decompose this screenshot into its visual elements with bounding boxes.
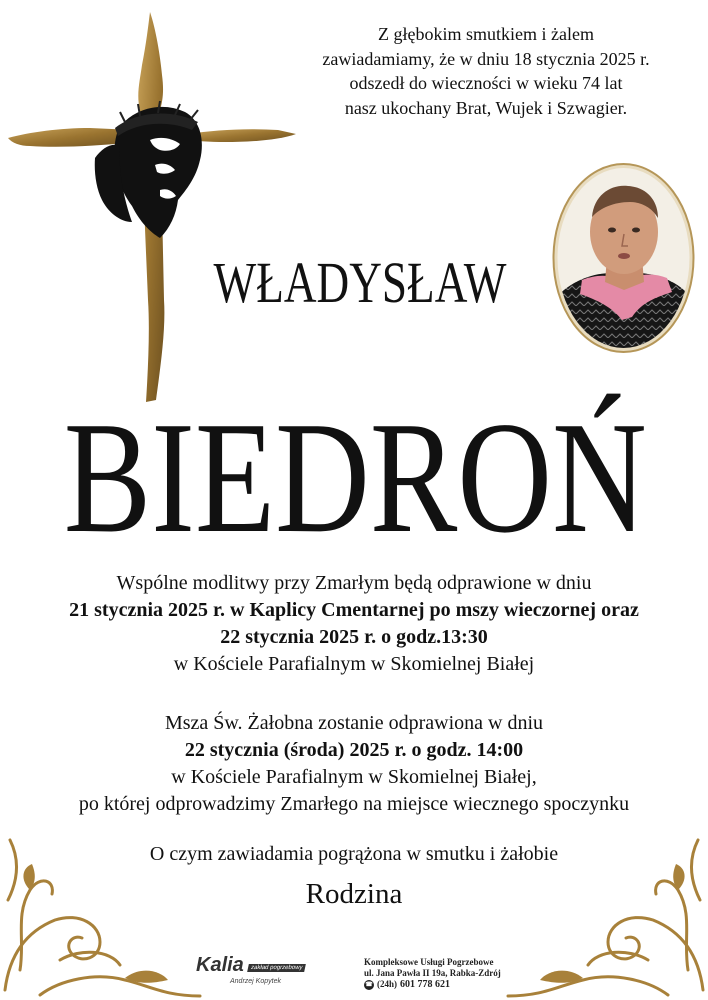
- phone-prefix: (24h): [377, 979, 397, 989]
- family-signature: Rodzina: [305, 878, 403, 910]
- phone-number: 601 778 621: [400, 979, 450, 990]
- intro-line: odszedł do wieczności w wieku 74 lat: [349, 73, 623, 93]
- logo-owner: Andrzej Kopytek: [230, 978, 281, 985]
- company-info: [364, 957, 564, 990]
- mass-line: Msza Św. Żałobna zostanie odprawiona w dniu: [164, 712, 544, 734]
- company-line: Kompleksowe Usługi Pogrzebowe: [364, 957, 494, 967]
- phone-line: [364, 979, 564, 990]
- prayers-date-line: 21 stycznia 2025 r. w Kaplicy Cmentarnej po mszy wieczornej oraz: [69, 599, 639, 621]
- prayers-info: [20, 570, 688, 678]
- mass-line: w Kościele Parafialnym w Skomielnej Białej,: [171, 766, 537, 788]
- prayers-line: Wspólne modlitwy przy Zmarłym będą odprawione w dniu: [116, 572, 592, 594]
- mass-line: po której odprowadzimy Zmarłego na miejsce wiecznego spoczynku: [78, 793, 630, 815]
- intro-line: Z głębokim smutkiem i żalem: [378, 24, 594, 44]
- intro-text: [300, 22, 672, 120]
- surname: BIEDROŃ: [63, 388, 647, 566]
- cross-with-christ-icon: [0, 0, 300, 410]
- mass-date-line: 22 stycznia (środa) 2025 r. o godz. 14:00: [184, 739, 524, 761]
- logo-tag: zakład pogrzebowy: [247, 964, 306, 972]
- prayers-line: w Kościele Parafialnym w Skomielnej Białej: [173, 653, 535, 675]
- portrait-photo: [552, 162, 695, 354]
- prayers-date-line: 22 stycznia 2025 r. o godz.13:30: [220, 626, 488, 648]
- phone-icon: ☎: [365, 981, 373, 988]
- mass-info: [20, 710, 688, 818]
- intro-line: nasz ukochany Brat, Wujek i Szwagier.: [344, 97, 628, 118]
- company-logo: [190, 952, 340, 996]
- company-address: ul. Jana Pawła II 19a, Rabka-Zdrój: [364, 968, 501, 978]
- closing-text: O czym zawiadamia pogrążona w smutku i żałobie: [149, 843, 559, 865]
- intro-line: zawiadamiamy, że w dniu 18 stycznia 2025 r.: [322, 48, 650, 69]
- first-name: WŁADYSŁAW: [213, 250, 507, 315]
- logo-name: Kalia: [196, 954, 244, 976]
